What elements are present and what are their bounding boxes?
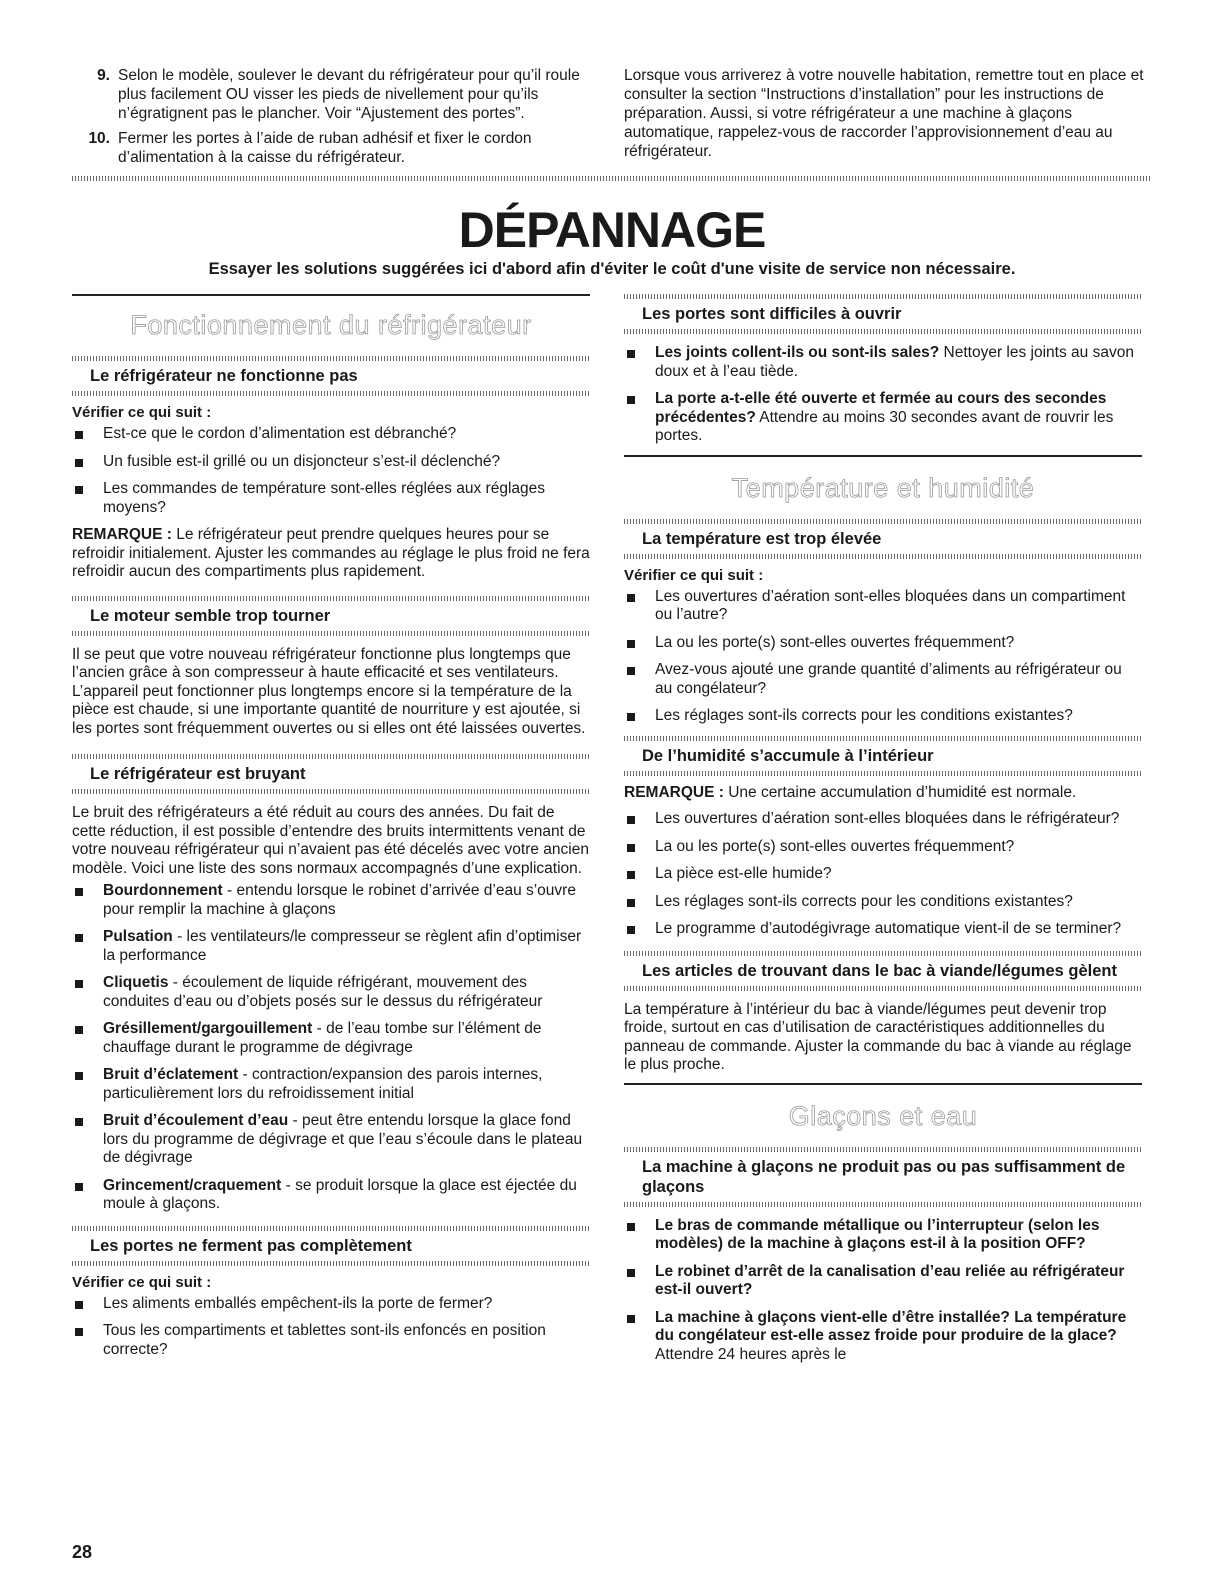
item-bold: Le bras de commande métallique ou l’interrupteur (selon les modèles) de la machine à glaçons est-il à la position OFF? — [655, 1216, 1100, 1252]
list-item — [72, 1177, 590, 1214]
section-heading-glacons: Glaçons et eau — [788, 1100, 978, 1131]
subsection-heading: La température est trop élevée — [642, 529, 882, 548]
item-text: - se produit lorsque la glace est éjectée du moule à glaçons. — [103, 1176, 577, 1212]
divider — [624, 455, 1142, 457]
divider — [624, 329, 1142, 334]
numbered-item — [72, 129, 592, 167]
subsection-heading: Le réfrigérateur ne fonctionne pas — [90, 367, 358, 385]
divider — [72, 391, 590, 396]
note-paragraph — [624, 784, 1142, 803]
left-column — [72, 294, 590, 1368]
divider — [624, 554, 1142, 559]
bullet-list — [624, 588, 1142, 726]
divider — [72, 1261, 590, 1266]
list-item: Les aliments emballés empêchent-ils la porte de fermer? — [72, 1295, 590, 1314]
note-label: REMARQUE : — [624, 783, 724, 801]
list-item: Les ouvertures d’aération sont-elles bloquées dans un compartiment ou l’autre? — [624, 588, 1142, 625]
list-item — [624, 1217, 1142, 1254]
item-bold: Les joints collent-ils ou sont-ils sales? — [655, 344, 940, 361]
section-heading-fonctionnement: Fonctionnement du réfrigérateur — [130, 310, 532, 340]
top-right-column — [624, 66, 1152, 161]
page-number: 28 — [72, 1542, 93, 1562]
list-item — [72, 974, 590, 1011]
subsection-heading: Les portes ne ferment pas complètement — [90, 1236, 412, 1255]
item-text: - peut être entendu lorsque la glace fond lors du programme de dégivrage et que l’eau s’écoule dans le plateau de dégivrage — [103, 1112, 583, 1166]
item-text: - écoulement de liquide réfrigérant, mouvement des conduites d’eau ou d’objets posés sur le dessus du réfrigérateur — [103, 974, 543, 1010]
paragraph: Il se peut que votre nouveau réfrigérateur fonctionne plus longtemps que l’ancien grâce à son compresseur à haute efficacité et ses ventilateurs. L’appareil peut fonctionner plus longtemps encore si la température de la pièce est chaude, si une importante quantité de nourriture y est ajoutée, si les portes sont fréquemment ouvertes ou si elles ont été laissées ouvertes. — [72, 645, 586, 737]
divider — [624, 1083, 1142, 1085]
list-item — [72, 928, 590, 965]
right-column — [624, 294, 1142, 1373]
list-item — [624, 1309, 1142, 1365]
list-item — [624, 390, 1142, 446]
item-text: - les ventilateurs/le compresseur se règlent afin d’optimiser la performance — [103, 928, 582, 964]
list-item: La ou les porte(s) sont-elles ouvertes fréquemment? — [624, 838, 1142, 857]
item-bold: Le robinet d’arrêt de la canalisation d’eau reliée au réfrigérateur est-il ouvert? — [655, 1262, 1125, 1298]
list-item: Est-ce que le cordon d’alimentation est débranché? — [72, 425, 590, 444]
item-text: - de l’eau tombe sur l’élément de chauffage durant le programme de dégivrage — [103, 1020, 542, 1056]
list-item: Les réglages sont-ils corrects pour les conditions existantes? — [624, 893, 1142, 912]
bullet-list — [72, 882, 590, 1214]
note-paragraph — [72, 526, 590, 582]
item-number: 10. — [88, 130, 110, 147]
divider — [624, 1202, 1142, 1207]
list-item: Les réglages sont-ils corrects pour les conditions existantes? — [624, 707, 1142, 726]
top-left-column — [72, 66, 592, 173]
subsection-heading: Les articles de trouvant dans le bac à viande/légumes gèlent — [642, 961, 1118, 980]
verify-label: Vérifier ce qui suit : — [624, 566, 764, 584]
item-text: Attendre 24 heures après le — [655, 1345, 847, 1363]
bullet-list — [72, 1295, 590, 1360]
note-text: Une certaine accumulation d’humidité est normale. — [723, 783, 1077, 801]
list-item — [72, 882, 590, 919]
item-bold: Pulsation — [103, 928, 173, 945]
bullet-list — [72, 425, 590, 517]
list-item: Le programme d’autodégivrage automatique vient-il de se terminer? — [624, 920, 1142, 939]
numbered-item — [72, 66, 592, 123]
list-item: La ou les porte(s) sont-elles ouvertes fréquemment? — [624, 634, 1142, 653]
list-item: Avez-vous ajouté une grande quantité d’aliments au réfrigérateur ou au congélateur? — [624, 661, 1142, 698]
page-subtitle: Essayer les solutions suggérées ici d'abord afin d'éviter le coût d'une visite de service non nécessaire. — [208, 260, 1016, 278]
list-item — [72, 1066, 590, 1103]
note-label: REMARQUE : — [72, 526, 172, 543]
moving-paragraph: Lorsque vous arriverez à votre nouvelle habitation, remettre tout en place et consulter la section “Instructions d’installation” pour les instructions de préparation. Aussi, si votre réfrigérateur a une machine à glaçons automatique, rappelez-vous de raccorder l’approvisionnement d’eau au réfrigérateur. — [624, 67, 1144, 160]
item-text: Fermer les portes à l’aide de ruban adhésif et fixer le cordon d’alimentation à la caisse du réfrigérateur. — [118, 130, 532, 166]
verify-label: Vérifier ce qui suit : — [72, 404, 212, 421]
note-text: Le réfrigérateur peut prendre quelques heures pour se refroidir initialement. Ajuster les commandes au réglage le plus froid ne fera refroidir aucun des compartiments plus rapidement. — [72, 526, 590, 580]
item-bold: La porte a-t-elle été ouverte et fermée au cours des secondes précédentes? — [655, 390, 1107, 426]
divider — [624, 771, 1142, 776]
item-bold: Bruit d’écoulement d’eau — [103, 1112, 289, 1129]
subsection-heading: Le réfrigérateur est bruyant — [90, 765, 306, 783]
paragraph: La température à l’intérieur du bac à viande/légumes peut devenir trop froide, surtout en cas d’utilisation de caractéristiques additionnelles du panneau de commande. Ajuster la commande du bac à viande au réglage le plus proche. — [624, 1000, 1132, 1073]
divider — [72, 789, 590, 794]
list-item: Tous les compartiments et tablettes sont-ils enfoncés en position correcte? — [72, 1322, 590, 1359]
item-bold: Grésillement/gargouillement — [103, 1020, 313, 1037]
verify-label: Vérifier ce qui suit : — [72, 1273, 212, 1291]
item-text: - contraction/expansion des parois internes, particulièrement lors du refroidissement initial — [103, 1066, 543, 1102]
item-bold: Grincement/craquement — [103, 1176, 282, 1194]
bullet-list — [624, 810, 1142, 939]
list-item: La pièce est-elle humide? — [624, 865, 1142, 884]
divider — [624, 986, 1142, 991]
section-heading-temperature: Température et humidité — [731, 472, 1035, 503]
subsection-heading: Le moteur semble trop tourner — [90, 606, 331, 625]
item-bold: Cliquetis — [103, 974, 169, 991]
item-bold: Bruit d’éclatement — [103, 1066, 239, 1083]
list-item — [72, 1112, 590, 1168]
list-item — [624, 344, 1142, 381]
divider — [72, 176, 1152, 181]
divider — [72, 631, 590, 636]
list-item: Les ouvertures d’aération sont-elles bloquées dans le réfrigérateur? — [624, 810, 1142, 829]
page-title: DÉPANNAGE — [458, 202, 766, 258]
paragraph: Le bruit des réfrigérateurs a été réduit au cours des années. Du fait de cette réduction, il est possible d’entendre des bruits intermittents venant de votre nouveau réfrigérateur qui n’avaient pas été décelés avec votre ancien modèle. Voici une liste des sons normaux accompagnés d’une explication. — [72, 804, 589, 877]
divider — [72, 294, 590, 296]
item-number: 9. — [97, 67, 110, 84]
item-bold: Bourdonnement — [103, 882, 223, 899]
bullet-list — [624, 344, 1142, 446]
list-item — [72, 1020, 590, 1057]
list-item: Les commandes de température sont-elles réglées aux réglages moyens? — [72, 480, 590, 517]
item-text: Attendre au moins 30 secondes avant de rouvrir les portes. — [655, 408, 1114, 444]
list-item: Un fusible est-il grillé ou un disjoncteur s’est-il déclenché? — [72, 453, 590, 472]
bullet-list — [624, 1217, 1142, 1365]
subsection-heading: De l’humidité s’accumule à l’intérieur — [642, 746, 934, 765]
subsection-heading: Les portes sont difficiles à ouvrir — [642, 305, 902, 323]
subsection-heading: La machine à glaçons ne produit pas ou pas suffisamment de glaçons — [642, 1157, 1126, 1196]
list-item — [624, 1263, 1142, 1300]
item-text: Selon le modèle, soulever le devant du réfrigérateur pour qu’il roule plus facilement OU visser les pieds de nivellement pour qu’ils n’égratignent pas le plancher. Voir “Ajustement des portes”. — [118, 67, 580, 122]
item-text: Nettoyer les joints au savon doux et à l’eau tiède. — [655, 344, 1134, 380]
item-bold: La machine à glaçons vient-elle d’être installée? La température du congélateur est-elle assez froide pour produire de la glace? — [655, 1308, 1127, 1344]
item-text: - entendu lorsque le robinet d’arrivée d’eau s’ouvre pour remplir la machine à glaçons — [103, 882, 576, 918]
